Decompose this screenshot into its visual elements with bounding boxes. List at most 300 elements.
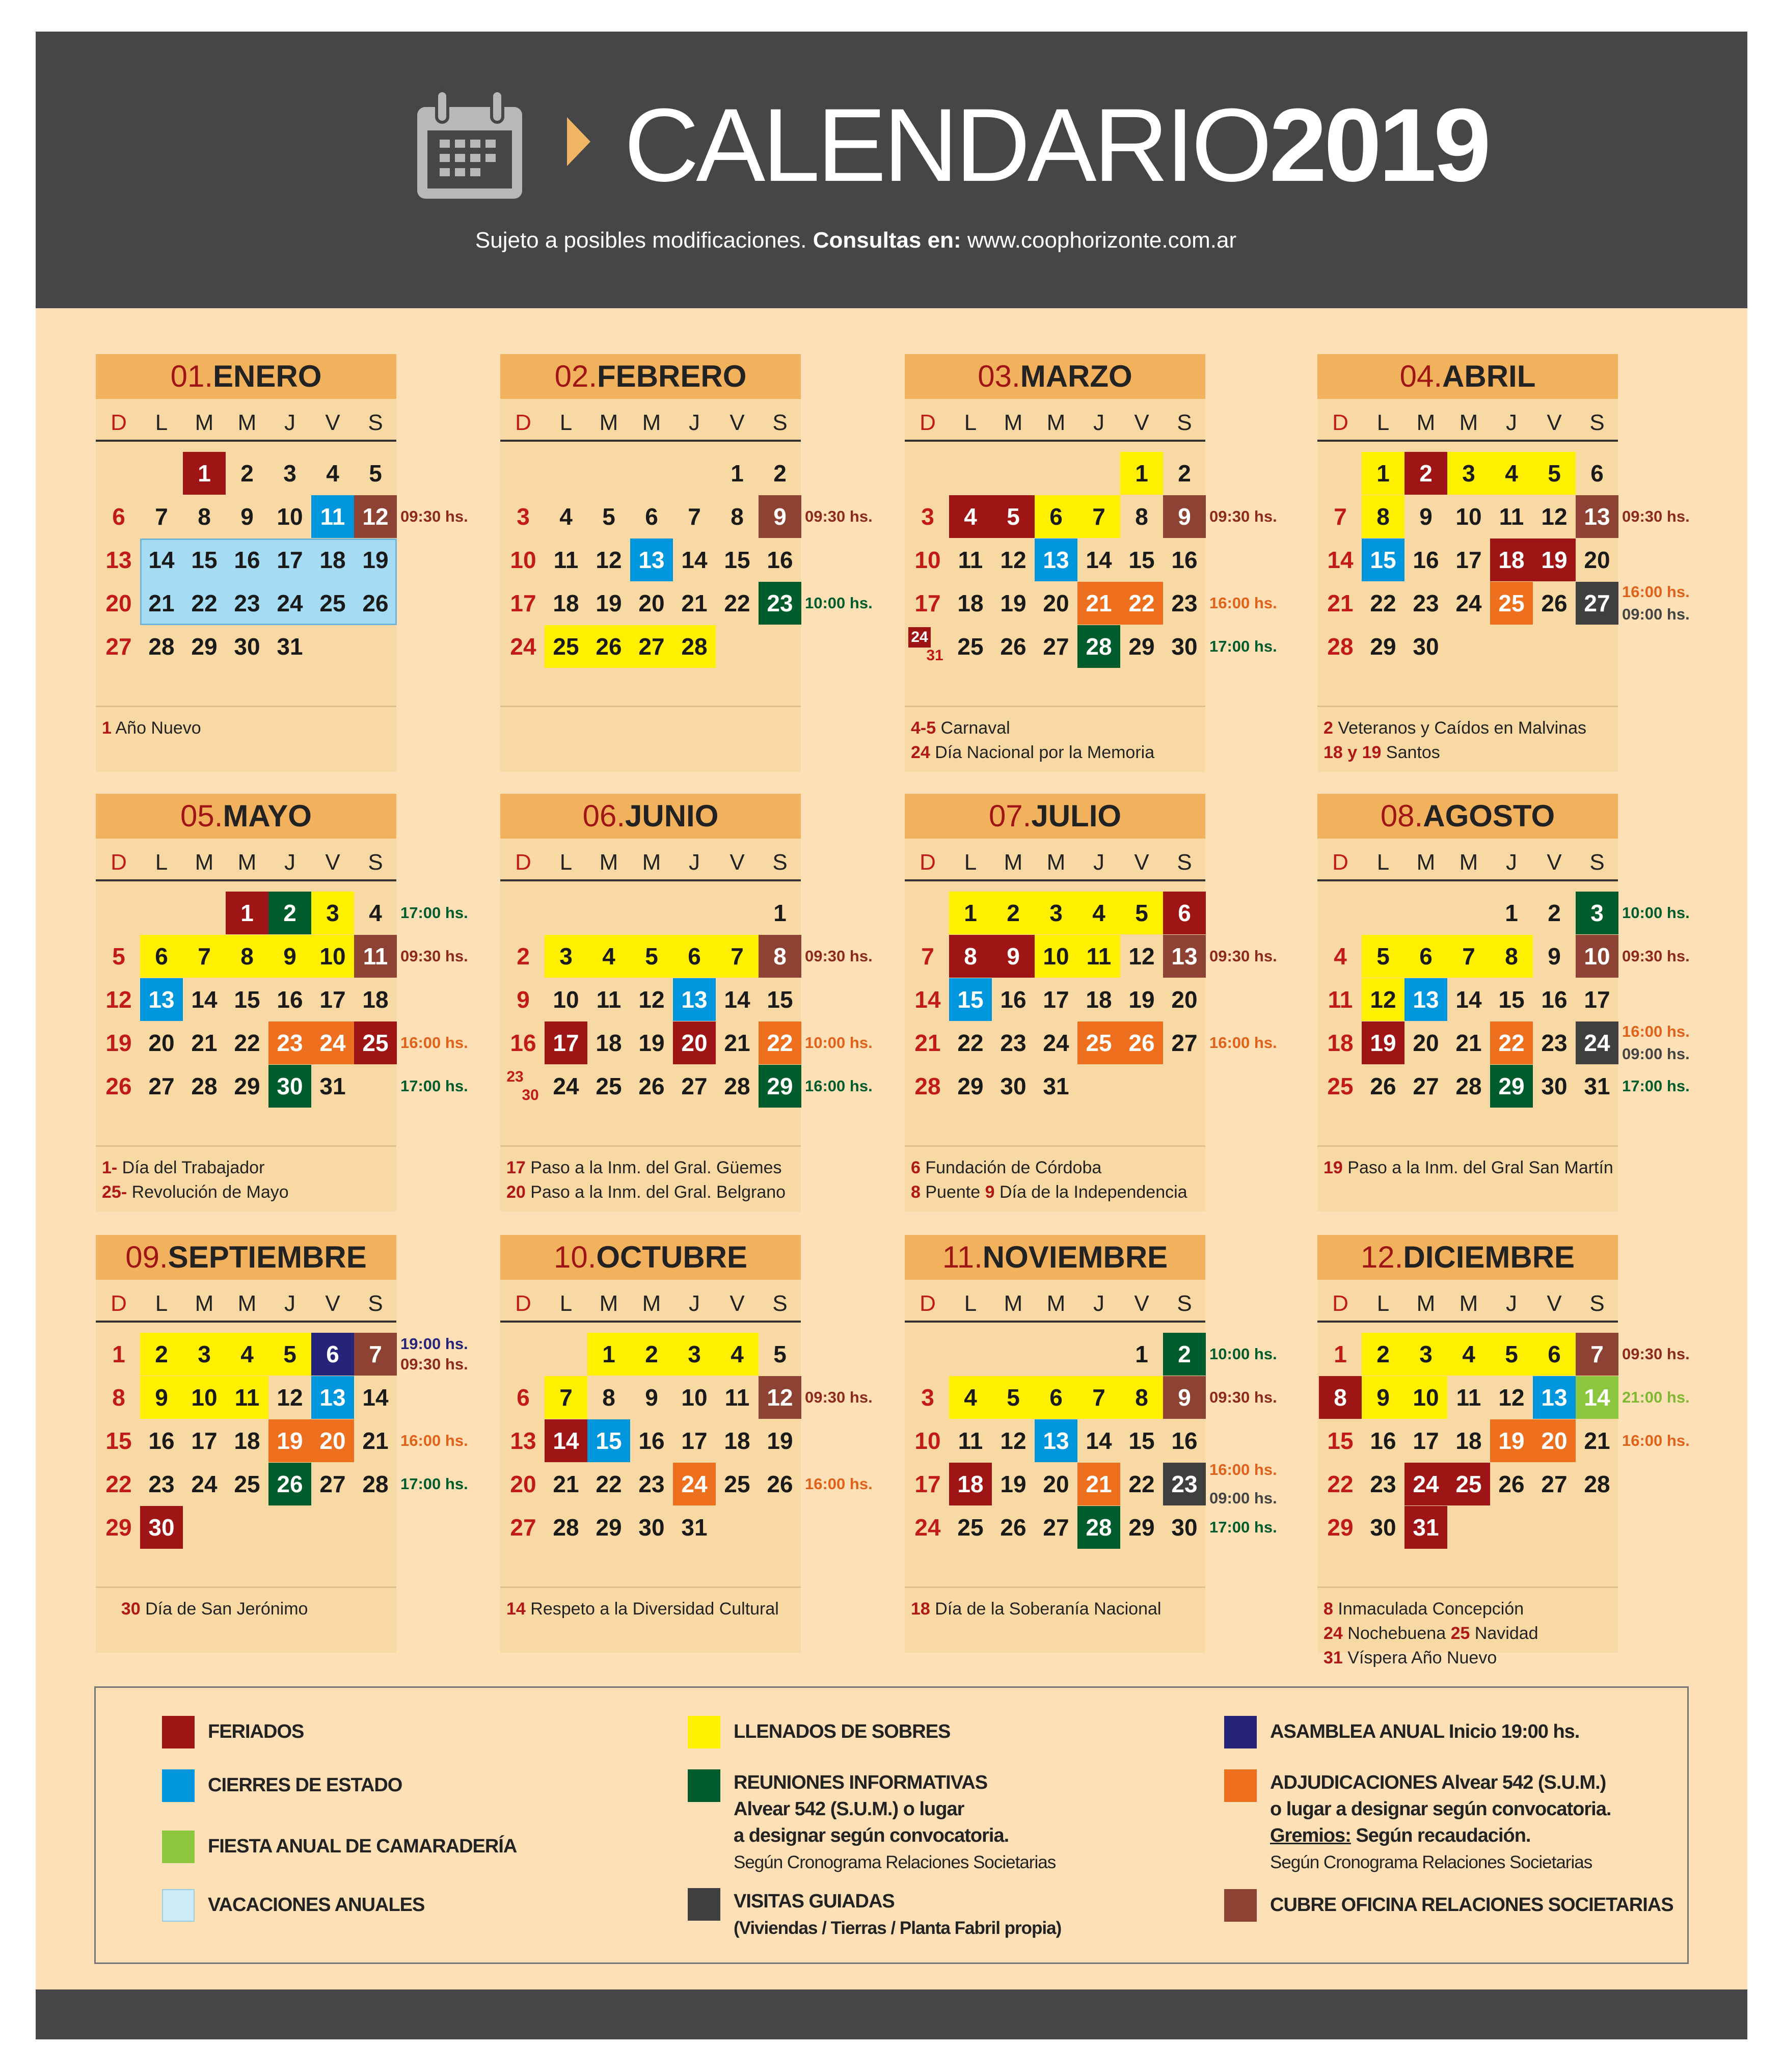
day-cell: 28: [914, 1073, 941, 1099]
month-octubre: [500, 1235, 873, 1653]
day-cell: 16: [1370, 1428, 1396, 1454]
day-number: 30: [522, 1087, 539, 1104]
day-cell: 13: [630, 539, 673, 581]
day-grid: [500, 892, 801, 1111]
divider: [1317, 879, 1618, 881]
day-cell: 29: [191, 633, 218, 660]
day-cell: 6: [112, 503, 125, 530]
holiday-note: 30 Día de San Jerónimo: [121, 1599, 308, 1619]
legend-swatch-reuniones: [688, 1769, 720, 1802]
day-cell: 25: [724, 1471, 750, 1497]
day-cell: 2: [1404, 452, 1447, 495]
day-cell: 2: [240, 460, 254, 487]
day-cell: 30: [1370, 1514, 1396, 1541]
day-cell: 11: [354, 935, 397, 978]
divider: [500, 1321, 801, 1323]
day-grid: [96, 892, 396, 1111]
day-cell: 25: [957, 1514, 984, 1541]
day-cell: [906, 625, 949, 668]
day-cell: 23: [1370, 1471, 1396, 1497]
day-cell: 6: [645, 503, 658, 530]
weekday-label: J: [1506, 850, 1517, 875]
day-cell: 29: [1128, 1514, 1155, 1541]
day-cell: 22: [191, 590, 218, 616]
day-cell: 4: [949, 1376, 992, 1419]
day-cell: 15: [234, 986, 260, 1013]
legend-visitas-line1: VISITAS GUIADAS: [734, 1891, 895, 1912]
day-cell: 9: [992, 935, 1035, 978]
day-cell: 28: [553, 1514, 579, 1541]
day-cell: 25: [319, 590, 346, 616]
time-label: 09:30 hs.: [400, 507, 468, 525]
month-diciembre: [1317, 1235, 1690, 1667]
day-cell: 19: [1000, 590, 1026, 616]
day-cell: 7: [1447, 935, 1490, 978]
weekday-label: L: [155, 410, 168, 435]
day-cell: 12: [1498, 1384, 1525, 1411]
day-cell: 4: [949, 495, 992, 538]
day-cell: 31: [277, 633, 303, 660]
weekday-header: [96, 1291, 396, 1316]
day-cell: 6: [517, 1384, 530, 1411]
month-name: FEBRERO: [597, 359, 747, 393]
month-abril: [1317, 354, 1690, 772]
day-cell: 20: [673, 1021, 716, 1064]
day-cell: 19: [1128, 986, 1155, 1013]
day-cell: 11: [311, 495, 354, 538]
day-cell: 28: [1455, 1073, 1482, 1099]
day-cell: 6: [673, 935, 716, 978]
weekday-label: M: [1416, 850, 1436, 875]
day-cell: 16: [1171, 547, 1198, 573]
weekday-label: M: [1459, 410, 1478, 435]
day-cell: 24: [1576, 1021, 1618, 1064]
day-cell: 28: [362, 1471, 389, 1497]
weekday-label: S: [1177, 410, 1192, 435]
day-cell: 29: [234, 1073, 260, 1099]
month-title: [96, 1235, 396, 1280]
month-number: 06.: [582, 799, 626, 833]
time-label: 16:00 hs.: [805, 1475, 873, 1493]
website-link[interactable]: www.coophorizonte.com.ar: [967, 228, 1237, 253]
legend-cierres: CIERRES DE ESTADO: [208, 1774, 402, 1796]
legend-swatch-cierres: [162, 1769, 195, 1802]
day-grid: [905, 892, 1205, 1111]
day-cell: 19: [268, 1419, 311, 1462]
day-cell: 11: [596, 986, 622, 1013]
day-cell: 17: [1043, 986, 1069, 1013]
day-cell: 26: [1498, 1471, 1525, 1497]
day-cell: 11: [1499, 503, 1524, 530]
day-cell: 14: [362, 1384, 389, 1411]
legend-adjudicaciones-line1: ADJUDICACIONES Alvear 542 (S.U.M.): [1270, 1772, 1606, 1793]
holiday-notes: [102, 1155, 392, 1204]
weekday-header: [500, 1291, 801, 1316]
day-cell: 31: [1043, 1073, 1069, 1099]
day-cell: 27: [1171, 1030, 1198, 1056]
legend-reuniones-line1: REUNIONES INFORMATIVAS: [734, 1772, 988, 1793]
day-cell: 7: [716, 935, 759, 978]
day-cell: 7: [1077, 1376, 1120, 1419]
divider: [1317, 706, 1618, 707]
time-label: 16:00 hs.: [805, 1077, 873, 1095]
holiday-note: 18 y 19 Santos: [1323, 743, 1440, 762]
day-cell: 24: [311, 1021, 354, 1064]
day-cell: 4: [716, 1333, 759, 1376]
month-number: 09.: [125, 1240, 168, 1274]
day-cell: 15: [105, 1428, 132, 1454]
legend-fiesta: FIESTA ANUAL DE CAMARADERÍA: [208, 1836, 517, 1857]
month-enero: [96, 354, 468, 772]
month-title: [500, 794, 801, 839]
weekday-label: M: [642, 410, 661, 435]
day-cell: 26: [1370, 1073, 1396, 1099]
holiday-note: 4-5 Carnaval: [911, 718, 1010, 738]
day-cell: 10: [914, 1428, 941, 1454]
day-cell: 2: [1163, 1333, 1206, 1376]
day-cell: 3: [545, 935, 587, 978]
divider: [96, 1145, 396, 1147]
day-cell: 20: [1533, 1419, 1576, 1462]
day-cell: 30: [1171, 1514, 1198, 1541]
divider: [1317, 1586, 1618, 1588]
month-title: [905, 794, 1205, 839]
day-cell: 30: [638, 1514, 665, 1541]
weekday-label: M: [195, 850, 214, 875]
legend: [94, 1686, 1689, 1964]
weekday-label: J: [1093, 850, 1104, 875]
day-cell: 19: [105, 1030, 132, 1056]
weekday-label: L: [964, 1291, 977, 1316]
day-cell: 1: [1334, 1341, 1347, 1367]
weekday-label: M: [642, 1291, 661, 1316]
month-title: [96, 794, 396, 839]
weekday-label: V: [730, 1291, 745, 1316]
day-cell: 28: [724, 1073, 750, 1099]
weekday-label: M: [195, 410, 214, 435]
weekday-label: J: [284, 410, 295, 435]
legend-reuniones-line4: Según Cronograma Relaciones Societarias: [734, 1852, 1056, 1872]
day-cell: 27: [1576, 582, 1618, 625]
weekday-header: [905, 850, 1205, 875]
time-label: 16:00 hs.: [1622, 1022, 1690, 1040]
day-cell: 1: [1135, 1341, 1148, 1367]
day-cell: 25: [354, 1021, 397, 1064]
day-cell: 18: [234, 1428, 260, 1454]
day-cell: 17: [914, 1471, 941, 1497]
day-cell: 9: [1163, 1376, 1206, 1419]
day-cell: 13: [105, 547, 132, 573]
day-cell: 9: [240, 503, 254, 530]
day-cell: 17: [277, 547, 303, 573]
day-cell: 4: [226, 1333, 268, 1376]
day-cell: 7: [921, 943, 934, 970]
day-cell: 6: [1035, 1376, 1077, 1419]
holiday-notes: [102, 716, 392, 740]
weekday-label: S: [1177, 1291, 1192, 1316]
day-cell: 26: [1120, 1021, 1163, 1064]
day-cell: 1: [112, 1341, 125, 1367]
day-cell: 25: [545, 625, 587, 668]
day-cell: 19: [1362, 1021, 1404, 1064]
month-title: [500, 354, 801, 399]
divider: [500, 1586, 801, 1588]
month-number: 02.: [554, 359, 598, 393]
day-cell: 22: [759, 1021, 801, 1064]
day-cell: 18: [1327, 1030, 1354, 1056]
time-label: 16:00 hs.: [400, 1432, 468, 1449]
day-cell: 11: [553, 547, 579, 573]
day-cell: 22: [724, 590, 750, 616]
divider: [96, 879, 396, 881]
day-cell: 2: [517, 943, 530, 970]
day-cell: 26: [1000, 633, 1026, 660]
day-cell: 12: [1000, 547, 1026, 573]
day-cell: 6: [1163, 892, 1206, 934]
day-cell: 22: [1120, 582, 1163, 625]
weekday-header: [500, 850, 801, 875]
day-cell: 2: [630, 1333, 673, 1376]
day-cell: 24: [1455, 590, 1482, 616]
legend-visitas-line2: (Viviendas / Tierras / Planta Fabril propia): [734, 1918, 1062, 1938]
day-cell: 6: [1035, 495, 1077, 538]
weekday-label: J: [689, 410, 700, 435]
day-cell: 3: [311, 892, 354, 934]
day-cell: 25: [957, 633, 984, 660]
day-cell: 1: [1120, 452, 1163, 495]
day-cell: 22: [105, 1471, 132, 1497]
day-cell: 22: [1327, 1471, 1354, 1497]
day-cell: 28: [673, 625, 716, 668]
time-label: 09:30 hs.: [1622, 947, 1690, 965]
day-cell: 23: [234, 590, 260, 616]
day-cell: 19: [596, 590, 622, 616]
day-cell: 27: [319, 1471, 346, 1497]
day-cell: 14: [1455, 986, 1482, 1013]
day-cell: 10: [1576, 935, 1618, 978]
day-cell: 21: [1077, 582, 1120, 625]
weekday-label: M: [1416, 1291, 1436, 1316]
weekday-label: J: [689, 850, 700, 875]
time-label: 09:30 hs.: [400, 947, 468, 965]
time-label: 17:00 hs.: [400, 1077, 468, 1095]
day-cell: 18: [1490, 539, 1533, 581]
day-cell: 19: [362, 547, 389, 573]
day-grid: [1317, 892, 1618, 1111]
day-cell: 4: [326, 460, 339, 487]
weekday-header: [905, 1291, 1205, 1316]
day-cell: 12: [638, 986, 665, 1013]
day-cell: 2: [140, 1333, 183, 1376]
day-cell: 5: [992, 495, 1035, 538]
divider: [905, 706, 1205, 707]
time-label: 09:00 hs.: [1209, 1489, 1277, 1507]
day-cell: 22: [1128, 1471, 1155, 1497]
month-number: 07.: [988, 799, 1032, 833]
day-cell: 23: [1163, 1463, 1206, 1505]
legend-feriados: FERIADOS: [208, 1721, 304, 1742]
day-cell: 10: [1404, 1376, 1447, 1419]
legend-swatch-llenados: [688, 1716, 720, 1748]
day-cell: 28: [1077, 1506, 1120, 1549]
day-cell: 27: [630, 625, 673, 668]
weekday-label: D: [111, 1291, 127, 1316]
day-cell: 20: [1584, 547, 1610, 573]
weekday-label: M: [195, 1291, 214, 1316]
weekday-header: [1317, 850, 1618, 875]
day-cell: 9: [268, 935, 311, 978]
day-cell: 21: [724, 1030, 750, 1056]
day-cell: 26: [268, 1463, 311, 1505]
time-label: 09:30 hs.: [805, 507, 873, 525]
legend-adjudicaciones: [1270, 1769, 1611, 1876]
weekday-label: V: [1547, 1291, 1562, 1316]
time-label: 17:00 hs.: [1622, 1077, 1690, 1095]
day-cell: 29: [596, 1514, 622, 1541]
weekday-label: V: [1547, 850, 1562, 875]
divider: [96, 706, 396, 707]
day-cell: 23: [148, 1471, 175, 1497]
day-cell: 26: [767, 1471, 793, 1497]
time-label: 17:00 hs.: [1209, 1518, 1277, 1536]
day-cell: 22: [234, 1030, 260, 1056]
day-cell: 4: [1447, 1333, 1490, 1376]
day-cell: 16: [148, 1428, 175, 1454]
weekday-header: [96, 410, 396, 436]
day-cell: 20: [1413, 1030, 1439, 1056]
day-cell: 3: [921, 503, 934, 530]
month-number: 12.: [1360, 1240, 1403, 1274]
day-cell: 9: [1548, 943, 1561, 970]
day-cell: 23: [1000, 1030, 1026, 1056]
day-cell: 21: [1584, 1428, 1610, 1454]
day-cell: 12: [354, 495, 397, 538]
day-cell: 4: [587, 935, 630, 978]
holiday-note: 6 Fundación de Córdoba: [911, 1158, 1102, 1177]
day-cell: 17: [681, 1428, 708, 1454]
day-cell: 21: [681, 590, 708, 616]
weekday-label: M: [1004, 1291, 1023, 1316]
day-cell: 8: [198, 503, 211, 530]
day-cell: 13: [311, 1376, 354, 1419]
day-cell: 10: [277, 503, 303, 530]
day-cell: 8: [1120, 1376, 1163, 1419]
divider: [905, 1145, 1205, 1147]
day-cell: 10: [311, 935, 354, 978]
month-title: [1317, 794, 1618, 839]
holiday-note: 1 Año Nuevo: [102, 718, 201, 738]
holiday-note: 1- Día del Trabajador: [102, 1158, 265, 1177]
holiday-note: 18 Día de la Soberanía Nacional: [911, 1599, 1161, 1619]
month-septiembre: [96, 1235, 468, 1653]
day-grid: [1317, 1333, 1618, 1552]
divider: [905, 879, 1205, 881]
day-cell: 31: [319, 1073, 346, 1099]
month-noviembre: [905, 1235, 1277, 1653]
day-cell: 30: [268, 1065, 311, 1108]
day-cell: 14: [914, 986, 941, 1013]
day-cell: 16: [1413, 547, 1439, 573]
day-cell: 8: [759, 935, 801, 978]
day-cell: 3: [1035, 892, 1077, 934]
weekday-label: D: [1332, 850, 1348, 875]
day-cell: 12: [1541, 503, 1568, 530]
weekday-label: D: [515, 1291, 531, 1316]
day-cell: 27: [148, 1073, 175, 1099]
day-cell: 27: [105, 633, 132, 660]
weekday-label: V: [730, 850, 745, 875]
day-cell: 22: [1370, 590, 1396, 616]
day-cell: 13: [673, 978, 716, 1021]
weekday-label: J: [1093, 1291, 1104, 1316]
month-junio: [500, 794, 873, 1212]
day-cell: 23: [638, 1471, 665, 1497]
weekday-label: M: [1046, 410, 1066, 435]
day-cell: 9: [759, 495, 801, 538]
divider: [500, 1145, 801, 1147]
day-cell: 7: [545, 1376, 587, 1419]
day-cell: 24: [510, 633, 536, 660]
holiday-notes: [911, 1155, 1201, 1204]
day-cell: 10: [183, 1376, 226, 1419]
month-name: AGOSTO: [1423, 799, 1555, 833]
subtitle: Sujeto a posibles modificaciones. Consultas en: www.coophorizonte.com.ar: [475, 228, 1237, 253]
day-cell: 14: [1086, 1428, 1112, 1454]
day-cell: 10: [681, 1384, 708, 1411]
legend-reuniones-line3: a designar según convocatoria.: [734, 1825, 1009, 1846]
day-cell: 11: [1456, 1384, 1481, 1411]
day-cell: 14: [545, 1419, 587, 1462]
day-cell: 10: [1035, 935, 1077, 978]
month-number: 08.: [1380, 799, 1423, 833]
weekday-label: J: [1506, 1291, 1517, 1316]
weekday-label: M: [599, 1291, 618, 1316]
weekday-label: M: [1459, 850, 1478, 875]
holiday-note: 20 Paso a la Inm. del Gral. Belgrano: [506, 1182, 786, 1202]
day-cell: 31: [681, 1514, 708, 1541]
day-cell: 1: [183, 452, 226, 495]
day-cell: 5: [268, 1333, 311, 1376]
day-cell: 26: [362, 590, 389, 616]
legend-swatch-vacaciones: [162, 1889, 195, 1922]
weekday-label: D: [1332, 1291, 1348, 1316]
day-cell: 10: [553, 986, 579, 1013]
day-cell: 21: [148, 590, 175, 616]
month-name: MAYO: [223, 799, 312, 833]
day-cell: 8: [949, 935, 992, 978]
day-cell: 13: [1035, 1419, 1077, 1462]
weekday-label: V: [1134, 1291, 1149, 1316]
weekday-label: S: [1589, 410, 1605, 435]
time-label: 16:00 hs.: [1209, 1461, 1277, 1478]
day-cell: 25: [1490, 582, 1533, 625]
day-cell: 27: [1413, 1073, 1439, 1099]
day-cell: 8: [1490, 935, 1533, 978]
day-cell: 30: [1541, 1073, 1568, 1099]
day-cell: 11: [958, 1428, 983, 1454]
day-cell: 15: [949, 978, 992, 1021]
legend-reuniones-line2: Alvear 542 (S.U.M.) o lugar: [734, 1798, 964, 1820]
day-cell: 24: [673, 1463, 716, 1505]
day-cell: 19: [1533, 539, 1576, 581]
day-grid: [500, 452, 801, 671]
weekday-label: D: [920, 850, 936, 875]
day-cell: 25: [1327, 1073, 1354, 1099]
weekday-label: M: [642, 850, 661, 875]
day-cell: 29: [1490, 1065, 1533, 1108]
weekday-label: D: [1332, 410, 1348, 435]
day-cell: 22: [1490, 1021, 1533, 1064]
